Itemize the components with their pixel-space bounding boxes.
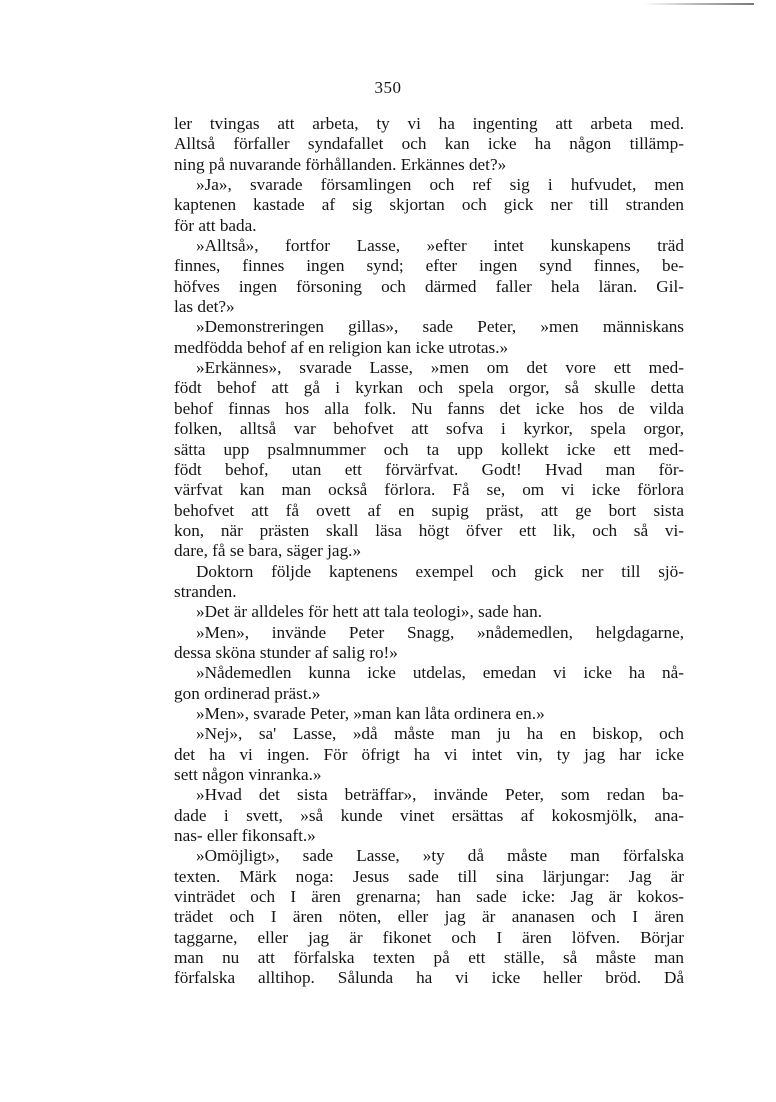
text-line: det ha vi ingen. För öfrigt ha vi intet vin, ty jag har icke — [174, 744, 684, 764]
text-line: finnes, finnes ingen synd; efter ingen synd finnes, be- — [174, 256, 684, 276]
text-line: »Demonstreringen gillas», sade Peter, »men människans — [196, 317, 684, 337]
text-line: taggarne, eller jag är fikonet och I ären löfven. Börjar — [174, 927, 684, 947]
text-line: Doktorn följde kaptenens exempel och gick ner till sjö- — [196, 561, 684, 581]
text-line: nas- eller fikonsaft.» — [174, 826, 316, 846]
text-line: kon, när prästen skall läsa högt öfver ett lik, och så vi- — [174, 520, 684, 540]
text-line: »Men», invände Peter Snagg, »nådemedlen, helgdagarne, — [196, 622, 684, 642]
text-line: las det?» — [174, 297, 235, 317]
text-line: ning på nuvarande förhållanden. Erkännes det?» — [174, 154, 507, 174]
text-line: medfödda behof af en religion kan icke utrotas.» — [174, 337, 509, 357]
scan-edge-mark — [644, 3, 754, 5]
text-line: födt behof att gå i kyrkan och spela orgor, så skulle detta — [174, 378, 684, 398]
text-line: »Hvad det sista beträffar», invände Peter, som redan ba- — [196, 785, 684, 805]
text-line: trädet och I ären nöten, eller jag är ananasen och I ären — [174, 907, 684, 927]
text-line: födt behof, utan ett förvärfvat. Godt! Hvad man för- — [174, 459, 684, 479]
text-line: »Erkännes», svarade Lasse, »men om det vore ett med- — [196, 358, 684, 378]
text-line: »Alltså», fortfor Lasse, »efter intet kunskapens träd — [196, 236, 684, 256]
text-line: höfves ingen försoning och därmed faller hela läran. Gil- — [174, 276, 684, 296]
text-line: »Ja», svarade församlingen och ref sig i hufvudet, men — [196, 175, 684, 195]
text-line: sätta upp psalmnummer och ta upp kollekt icke ett med- — [174, 439, 684, 459]
text-line: vinträdet och I ären grenarna; han sade icke: Jag är kokos- — [174, 887, 684, 907]
text-line: förfalska alltihop. Sålunda ha vi icke heller bröd. Då — [174, 968, 684, 988]
text-line: »Nådemedlen kunna icke utdelas, emedan vi icke ha nå- — [196, 663, 684, 683]
text-line: behofvet att få ovett af en supig präst, att ge bort sista — [174, 500, 684, 520]
text-line: kaptenen kastade af sig skjortan och gick ner till stranden — [174, 195, 684, 215]
text-line: för att bada. — [174, 215, 257, 235]
text-line: dade i svett, »så kunde vinet ersättas af kokosmjölk, ana- — [174, 805, 684, 825]
text-line: stranden. — [174, 581, 237, 601]
text-line: »Men», svarade Peter, »man kan låta ordinera en.» — [196, 703, 545, 723]
text-line: »Det är alldeles för hett att tala teologi», sade han. — [196, 602, 543, 622]
page-number: 350 — [374, 78, 402, 97]
body-text — [174, 114, 684, 989]
text-line: sett någon vinranka.» — [174, 765, 322, 784]
text-line: gon ordinerad präst.» — [174, 683, 321, 703]
text-line: folken, alltså var behofvet att sofva i kyrkor, spela orgor, — [174, 419, 684, 439]
text-line: texten. Märk noga: Jesus sade till sina lärjungar: Jag är — [174, 866, 684, 886]
text-line: ler tvingas att arbeta, ty vi ha ingenting att arbeta med. — [174, 114, 684, 133]
text-line: dessa sköna stunder af salig ro!» — [174, 642, 398, 662]
text-line: behof finnas hos alla folk. Nu fanns det icke hos de vilda — [174, 398, 684, 418]
text-line: värfvat kan man också förlora. Få se, om vi icke förlora — [174, 480, 684, 500]
text-line: »Nej», sa' Lasse, »då måste man ju ha en biskop, och — [196, 724, 684, 744]
text-line: man nu att förfalska texten på ett ställe, så måste man — [174, 948, 684, 968]
text-line: Alltså förfaller syndafallet och kan icke ha någon tillämp- — [174, 134, 684, 154]
text-line: dare, få se bara, säger jag.» — [174, 541, 362, 561]
text-line: »Omöjligt», sade Lasse, »ty då måste man förfalska — [196, 846, 684, 866]
